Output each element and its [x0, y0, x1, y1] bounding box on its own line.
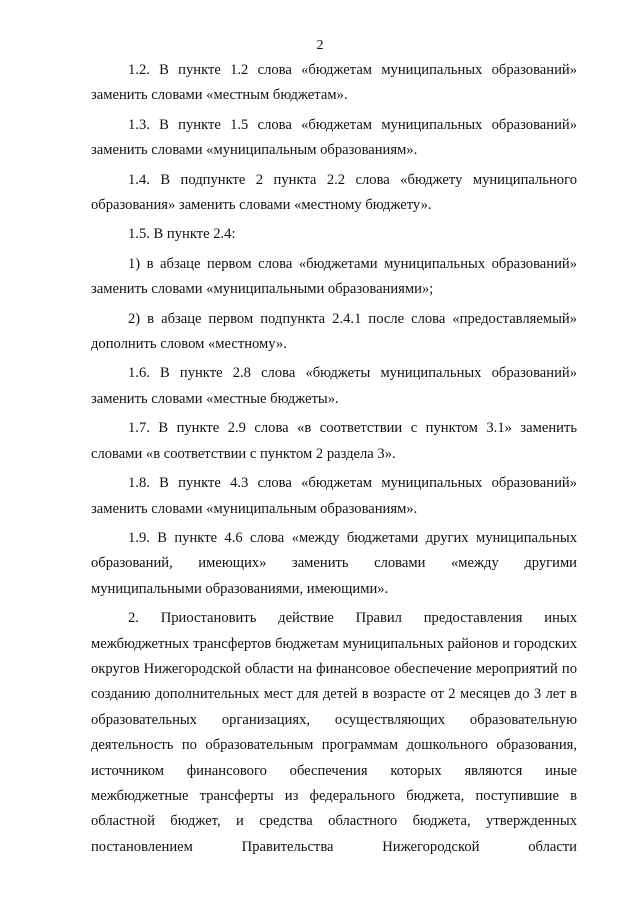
- paragraph-1-9: 1.9. В пункте 4.6 слова «между бюджетами других муниципальных образований, имеющих» заменить словами «между другими муниципальными образованиями, имеющими».: [91, 529, 577, 597]
- paragraph-1-2: 1.2. В пункте 1.2 слова «бюджетам муниципальных образований» заменить словами «местным бюджетам».: [91, 62, 577, 104]
- page-number: 2: [316, 38, 324, 53]
- paragraph-1-5-item-1: 1) в абзаце первом слова «бюджетами муниципальных образований» заменить словами «муниципальными образованиями»;: [91, 255, 577, 298]
- paragraph-2: 2. Приостановить действие Правил предоставления иных межбюджетных трансфертов бюджетам муниципальных районов и городских округов Нижегородской области на финансовое обеспечение мероприятий по созданию дополнительных мест для детей в возрасте от 2 месяцев до 3 лет в образовательных организациях, осуществляющих образовательную деятельность по образовательным программам дошкольного образования, источником финансового обеспечения которых являются иные межбюджетные трансферты из федерального бюджета, поступившие в областной бюджет, и средства областного бюджета, утвержденных постановлением Правительства Нижегородской области: [91, 610, 577, 855]
- paragraph-1-5: 1.5. В пункте 2.4:: [128, 226, 236, 243]
- paragraph-1-5-item-2: 2) в абзаце первом подпункта 2.4.1 после слова «предоставляемый» дополнить словом «местному».: [91, 310, 577, 353]
- paragraph-1-8: 1.8. В пункте 4.3 слова «бюджетам муниципальных образований» заменить словами «муниципальным образованиям».: [91, 475, 577, 517]
- paragraph-1-3: 1.3. В пункте 1.5 слова «бюджетам муниципальных образований» заменить словами «муниципальным образованиям».: [91, 116, 577, 159]
- document-body: [91, 58, 577, 864]
- paragraph-1-4: 1.4. В подпункте 2 пункта 2.2 слова «бюджету муниципального образования» заменить словами «местному бюджету».: [91, 171, 577, 214]
- paragraph-1-6: 1.6. В пункте 2.8 слова «бюджеты муниципальных образований» заменить словами «местные бюджеты».: [91, 365, 577, 407]
- paragraph-1-7: 1.7. В пункте 2.9 слова «в соответствии с пунктом 3.1» заменить словами «в соответствии с пунктом 2 раздела 3».: [91, 420, 577, 462]
